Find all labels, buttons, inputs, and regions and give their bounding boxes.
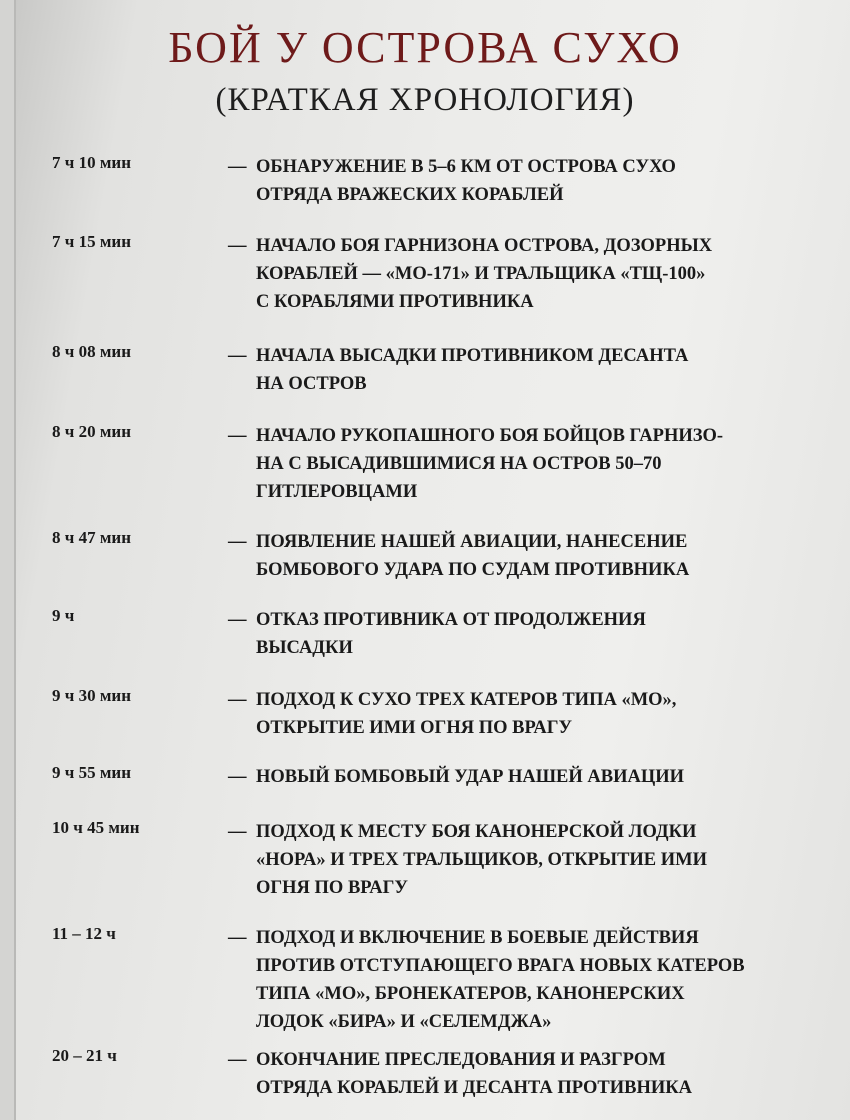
event-line — [228, 763, 818, 791]
entry-time: 8 ч 47 мин — [52, 528, 132, 547]
event-line: ЛОДОК «БИРА» И «СЕЛЕМДЖА» — [256, 1012, 552, 1032]
event-text: ОКОНЧАНИЕ ПРЕСЛЕДОВАНИЯ И РАЗГРОМ — [256, 1050, 666, 1070]
page-subtitle: (КРАТКАЯ ХРОНОЛОГИЯ) — [215, 82, 635, 118]
event-line — [228, 153, 818, 181]
entry-event — [228, 818, 818, 902]
event-text: НАЧАЛО БОЯ ГАРНИЗОНА ОСТРОВА, ДОЗОРНЫХ — [256, 236, 713, 256]
event-dash: — — [228, 690, 247, 710]
event-dash: — — [228, 928, 247, 948]
entry-event — [228, 232, 818, 316]
entry-event — [228, 606, 818, 662]
event-line: ОГНЯ ПО ВРАГУ — [256, 878, 408, 898]
event-dash: — — [228, 822, 247, 842]
event-text: ПОДХОД К СУХО ТРЕХ КАТЕРОВ ТИПА «МО», — [256, 690, 677, 710]
event-line: БОМБОВОГО УДАРА ПО СУДАМ ПРОТИВНИКА — [256, 560, 690, 580]
event-dash: — — [228, 426, 247, 446]
event-dash: — — [228, 532, 247, 552]
event-line: «НОРА» И ТРЕХ ТРАЛЬЩИКОВ, ОТКРЫТИЕ ИМИ — [256, 850, 708, 870]
page-title: БОЙ У ОСТРОВА СУХО — [168, 23, 682, 72]
event-line: ОТКРЫТИЕ ИМИ ОГНЯ ПО ВРАГУ — [256, 718, 573, 738]
event-line — [228, 818, 818, 846]
entry-time: 10 ч 45 мин — [52, 818, 140, 837]
event-line: ГИТЛЕРОВЦАМИ — [256, 482, 418, 502]
event-line — [228, 342, 818, 370]
event-line: ОТРЯДА КОРАБЛЕЙ И ДЕСАНТА ПРОТИВНИКА — [256, 1078, 692, 1098]
entry-time: 9 ч 55 мин — [52, 763, 132, 782]
entry-event — [228, 1046, 818, 1102]
event-text: ОТКАЗ ПРОТИВНИКА ОТ ПРОДОЛЖЕНИЯ — [256, 610, 646, 630]
event-dash: — — [228, 767, 247, 787]
event-text: НАЧАЛО РУКОПАШНОГО БОЯ БОЙЦОВ ГАРНИЗО- — [256, 426, 724, 446]
event-dash: — — [228, 236, 247, 256]
event-line — [228, 924, 818, 952]
event-text: НОВЫЙ БОМБОВЫЙ УДАР НАШЕЙ АВИАЦИИ — [256, 767, 685, 787]
event-line: ОТРЯДА ВРАЖЕСКИХ КОРАБЛЕЙ — [256, 185, 564, 205]
event-line — [228, 686, 818, 714]
entry-event — [228, 686, 818, 742]
entry-time: 8 ч 08 мин — [52, 342, 132, 361]
entry-event — [228, 342, 818, 398]
entry-time: 7 ч 10 мин — [52, 153, 132, 172]
event-line: С КОРАБЛЯМИ ПРОТИВНИКА — [256, 292, 534, 312]
entry-time: 8 ч 20 мин — [52, 422, 132, 441]
event-line — [228, 422, 818, 450]
event-dash: — — [228, 157, 247, 177]
entry-time: 9 ч 30 мин — [52, 686, 132, 705]
event-text: ПОДХОД К МЕСТУ БОЯ КАНОНЕРСКОЙ ЛОДКИ — [256, 822, 697, 842]
entry-event — [228, 153, 818, 209]
event-line: ПРОТИВ ОТСТУПАЮЩЕГО ВРАГА НОВЫХ КАТЕРОВ — [256, 956, 745, 976]
entry-event — [228, 924, 818, 1036]
event-line — [228, 606, 818, 634]
event-text: ОБНАРУЖЕНИЕ В 5–6 КМ ОТ ОСТРОВА СУХО — [256, 157, 676, 177]
event-text: НАЧАЛА ВЫСАДКИ ПРОТИВНИКОМ ДЕСАНТА — [256, 346, 689, 366]
event-line — [228, 1046, 818, 1074]
event-line: ВЫСАДКИ — [256, 638, 353, 658]
event-line — [228, 528, 818, 556]
event-line: НА С ВЫСАДИВШИМИСЯ НА ОСТРОВ 50–70 — [256, 454, 662, 474]
event-line: ТИПА «МО», БРОНЕКАТЕРОВ, КАНОНЕРСКИХ — [256, 984, 685, 1004]
entry-event — [228, 763, 818, 791]
entry-time: 9 ч — [52, 606, 75, 625]
event-dash: — — [228, 610, 247, 630]
event-dash: — — [228, 346, 247, 366]
entry-time: 20 – 21 ч — [52, 1046, 117, 1065]
event-dash: — — [228, 1050, 247, 1070]
event-line: НА ОСТРОВ — [256, 374, 367, 394]
entry-event — [228, 528, 818, 584]
entry-time: 7 ч 15 мин — [52, 232, 132, 251]
entry-event — [228, 422, 818, 506]
event-line — [228, 232, 818, 260]
entry-time: 11 – 12 ч — [52, 924, 116, 943]
event-text: ПОЯВЛЕНИЕ НАШЕЙ АВИАЦИИ, НАНЕСЕНИЕ — [256, 532, 688, 552]
event-line: КОРАБЛЕЙ — «МО-171» И ТРАЛЬЩИКА «ТЩ-100» — [256, 264, 706, 284]
event-text: ПОДХОД И ВКЛЮЧЕНИЕ В БОЕВЫЕ ДЕЙСТВИЯ — [256, 928, 699, 948]
